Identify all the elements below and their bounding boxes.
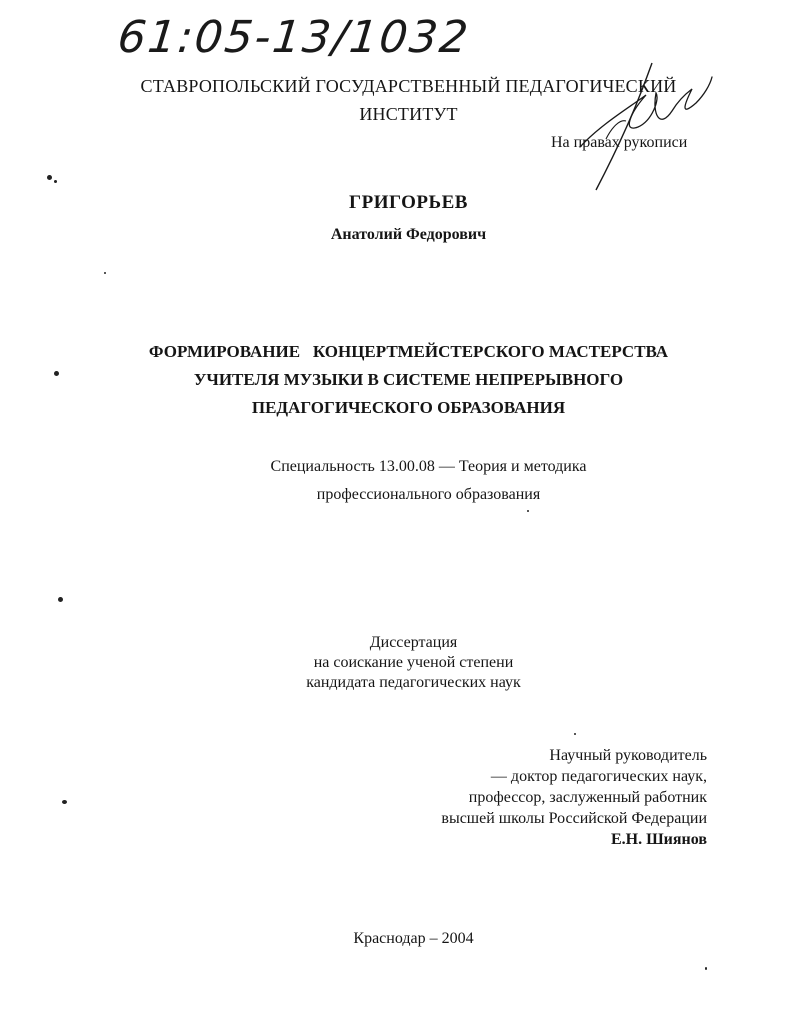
supervisor-name: Е.Н. Шиянов — [610, 831, 707, 848]
scan-speck — [54, 180, 57, 183]
scan-speck — [58, 597, 63, 602]
author-surname: ГРИГОРЬЕВ — [349, 192, 468, 213]
institution-name-line2: ИНСТИТУТ — [359, 104, 458, 124]
supervisor-line-3: профессор, заслуженный работник — [468, 789, 707, 806]
supervisor-line-4: высшей школы Российской Федерации — [441, 810, 707, 827]
title-line-2: УЧИТЕЛЯ МУЗЫКИ В СИСТЕМЕ НЕПРЕРЫВНОГО — [193, 370, 624, 389]
specialty-line-2: профессионального образования — [316, 486, 541, 503]
title-line-1: ФОРМИРОВАНИЕ КОНЦЕРТМЕЙСТЕРСКОГО МАСТЕРСТВА — [148, 342, 669, 361]
supervisor-line-1: Научный руководитель — [549, 747, 707, 764]
specialty-line-1: Специальность 13.00.08 — Теория и методика — [270, 458, 587, 475]
dissertation-line-1: Диссертация — [369, 634, 458, 651]
scan-speck — [47, 175, 52, 180]
scan-speck — [62, 800, 67, 804]
institution-name-line1: СТАВРОПОЛЬСКИЙ ГОСУДАРСТВЕННЫЙ ПЕДАГОГИЧЕСКИЙ — [140, 76, 677, 96]
specialty — [0, 453, 797, 509]
signature — [560, 55, 720, 195]
dissertation-line-2: на соискание ученой степени — [313, 654, 514, 671]
author-given-names: Анатолий Федорович — [330, 226, 487, 243]
scan-speck — [527, 510, 529, 512]
manuscript-rights: На правах рукописи — [551, 134, 688, 151]
dissertation-type — [0, 633, 797, 693]
scan-speck — [54, 371, 59, 376]
dissertation-title — [0, 338, 797, 422]
title-line-3: ПЕДАГОГИЧЕСКОГО ОБРАЗОВАНИЯ — [251, 398, 566, 417]
archive-number: 61:05-13/1032 — [115, 12, 473, 63]
dissertation-line-3: кандидата педагогических наук — [306, 674, 521, 691]
scan-speck — [574, 733, 576, 735]
supervisor-line-2: — доктор педагогических наук, — [490, 768, 707, 785]
supervisor-block — [380, 745, 707, 850]
scan-speck — [104, 272, 106, 274]
scan-speck — [705, 967, 707, 970]
city-year: Краснодар – 2004 — [353, 930, 474, 947]
